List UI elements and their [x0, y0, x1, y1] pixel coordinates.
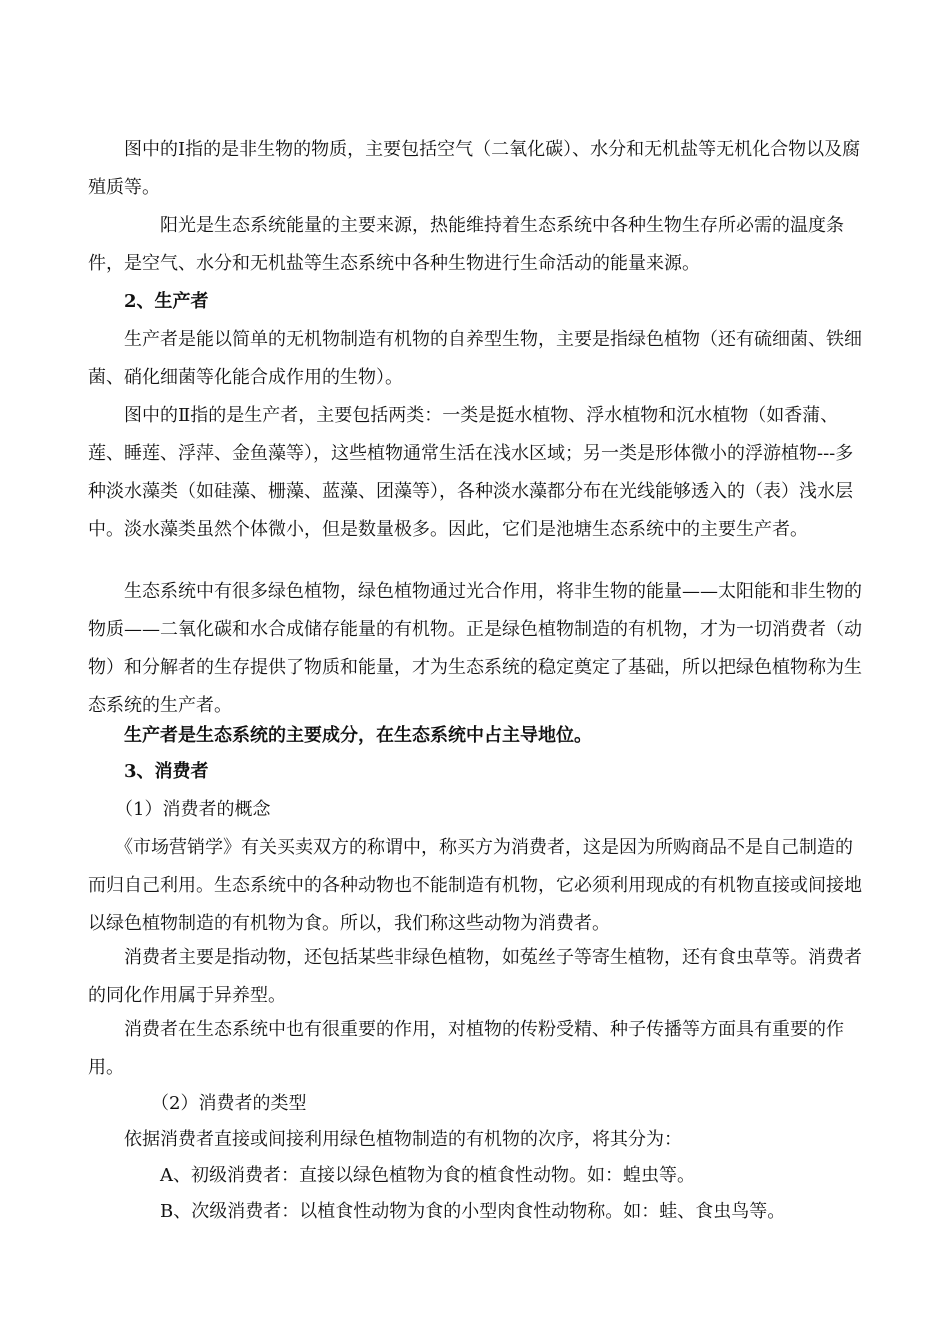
paragraph-producer-summary: 生产者是生态系统的主要成分，在生态系统中占主导地位。 [88, 725, 592, 746]
heading-consumers: 3、消费者 [88, 761, 209, 782]
paragraph-consumer-role: 消费者在生态系统中也有很重要的作用，对植物的传粉受精、种子传播等方面具有重要的作用。 [88, 1019, 844, 1078]
paragraph-green-plants: 生态系统中有很多绿色植物，绿色植物通过光合作用，将非生物的能量——太阳能和非生物的物质——二氧化碳和水合成储存能量的有机物。正是绿色植物制造的有机物，才为一切消费者（动物）和分解者的生存提供了物质和能量，才为生态系统的稳定奠定了基础，所以把绿色植物称为生态系统的生产者。 [88, 581, 862, 716]
paragraph-sunlight-energy: 阳光是生态系统能量的主要来源，热能维持着生态系统中各种生物生存所必需的温度条件，是空气、水分和无机盐等生态系统中各种生物进行生命活动的能量来源。 [88, 215, 844, 274]
paragraph-producer-definition: 生产者是能以简单的无机物制造有机物的自养型生物，主要是指绿色植物（还有硫细菌、铁细菌、硝化细菌等化能合成作用的生物）。 [88, 329, 862, 388]
subheading-consumer-concept: （1）消费者的概念 [88, 799, 271, 820]
subheading-consumer-types: （2）消费者的类型 [88, 1093, 307, 1114]
paragraph-nonliving-matter: 图中的Ⅰ指的是非生物的物质，主要包括空气（二氧化碳）、水分和无机盐等无机化合物以及腐殖质等。 [88, 139, 861, 198]
paragraph-producer-types: 图中的Ⅱ指的是生产者，主要包括两类：一类是挺水植物、浮水植物和沉水植物（如香蒲、莲、睡莲、浮萍、金鱼藻等），这些植物通常生活在浅水区域；另一类是形体微小的浮游植物---多种淡水藻类（如硅藻、栅藻、蓝藻、团藻等），各种淡水藻都分布在光线能够透入的（表）浅水层中。淡水藻类虽然个体微小，但是数量极多。因此，它们是池塘生态系统中的主要生产者。 [88, 405, 854, 540]
paragraph-consumer-classification: 依据消费者直接或间接利用绿色植物制造的有机物的次序，将其分为： [88, 1129, 682, 1150]
paragraph-consumer-concept: 《市场营销学》有关买卖双方的称谓中，称买方为消费者，这是因为所购商品不是自己制造的而归自己利用。生态系统中的各种动物也不能制造有机物，它必须利用现成的有机物直接或间接地以绿色植物制造的有机物为食。所以，我们称这些动物为消费者。 [88, 837, 862, 934]
list-item-primary-consumer: A、初级消费者：直接以绿色植物为食的植食性动物。如：蝗虫等。 [88, 1165, 695, 1186]
heading-producers: 2、生产者 [88, 291, 209, 312]
list-item-secondary-consumer: B、次级消费者：以植食性动物为食的小型肉食性动物称。如：蛙、食虫鸟等。 [88, 1201, 786, 1222]
paragraph-consumer-scope: 消费者主要是指动物，还包括某些非绿色植物，如菟丝子等寄生植物，还有食虫草等。消费者的同化作用属于异养型。 [88, 947, 862, 1006]
